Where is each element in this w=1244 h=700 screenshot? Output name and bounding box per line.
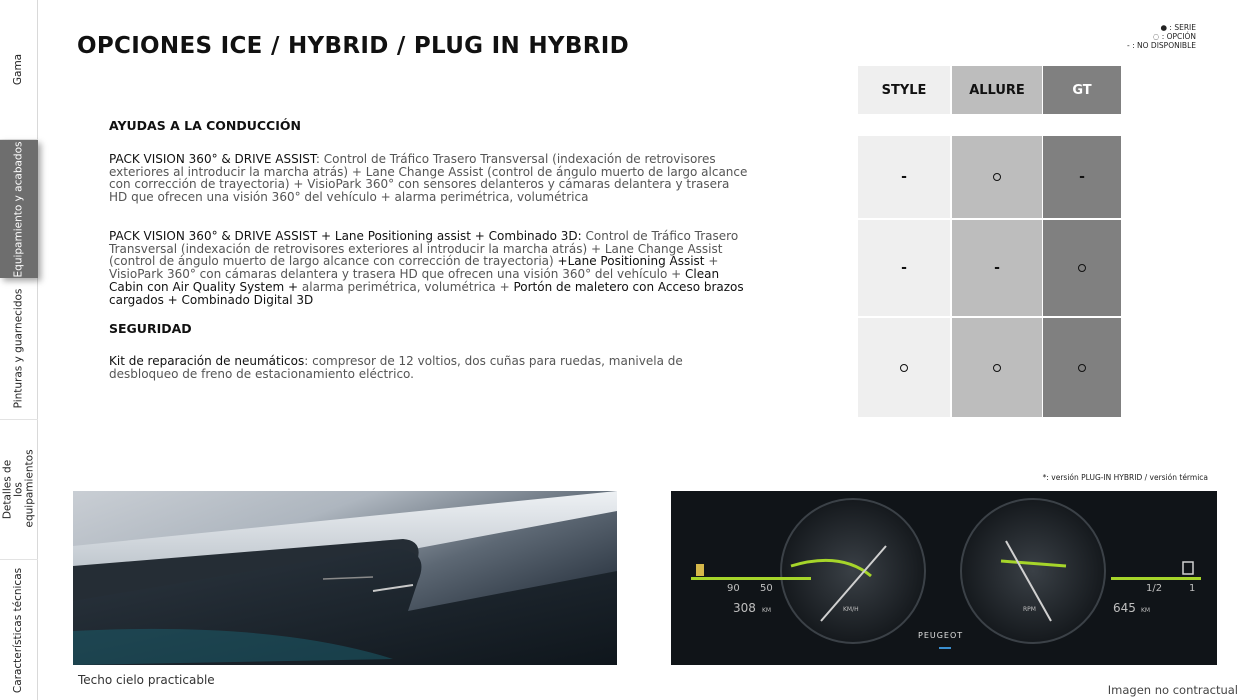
legend-serie: ● : SERIE <box>1160 23 1196 32</box>
grid-cell-style-row3 <box>858 318 950 417</box>
not-available-mark <box>901 169 907 185</box>
sunroof-photo <box>73 491 617 665</box>
legend <box>1127 23 1196 50</box>
option-description-kit-reparacion <box>109 355 749 380</box>
column-header-gt: GT <box>1043 66 1121 114</box>
not-available-mark <box>994 260 1000 276</box>
page-title: OPCIONES ICE / HYBRID / PLUG IN HYBRID <box>77 33 629 59</box>
option-circle-icon <box>900 364 908 372</box>
grid-cell-gt-row2 <box>1043 220 1121 316</box>
option-text-bold: +Lane Positioning Assist <box>557 254 705 269</box>
nav-tab-pinturas[interactable] <box>0 278 38 420</box>
option-text-bold: Portón de maletero con Acceso brazos cargados + Combinado Digital 3D <box>109 279 744 307</box>
grid-cell-gt-row1 <box>1043 136 1121 218</box>
nav-tab-label: Equipamiento y acabados <box>12 141 25 277</box>
option-text: Control de Tráfico Trasero Transversal (indexación de retrovisores exteriores al introducir la marcha atrás) + Lane Change Assist (control de ángulo muerto de largo alcance con corrección de trayectoria) <box>109 229 739 269</box>
cluster-left-mid: 50 <box>760 583 773 594</box>
option-circle-icon <box>993 173 1001 181</box>
nav-tab-label: Detalles de los equipamientos <box>1 449 36 528</box>
sunroof-illustration <box>73 491 617 665</box>
grid-cell-allure-row1 <box>952 136 1042 218</box>
option-circle-icon <box>1078 264 1086 272</box>
cluster-right-one: 1 <box>1189 583 1196 594</box>
legend-opcion: ◌ : OPCIÓN <box>1152 32 1196 41</box>
not-available-mark <box>901 260 907 276</box>
roof-caption: Techo cielo practicable <box>78 673 215 687</box>
plug-in-note: *: versión PLUG-IN HYBRID / versión térmica <box>1042 473 1208 482</box>
option-description-pack-vision <box>109 153 749 204</box>
side-navigation <box>0 0 38 700</box>
nav-tab-label: Pinturas y guarnecidos <box>12 288 25 409</box>
legend-no-disponible: - : NO DISPONIBLE <box>1127 41 1196 50</box>
nav-tab-label: Características técnicas <box>12 567 25 693</box>
not-available-mark <box>1079 169 1085 185</box>
grid-cell-allure-row2 <box>952 220 1042 316</box>
option-name: Kit de reparación de neumáticos <box>109 354 305 368</box>
option-text: : compresor de 12 voltios, dos cuñas para ruedas, manivela de desbloqueo de freno de estacionamiento eléctrico. <box>109 354 683 381</box>
grid-cell-style-row2 <box>858 220 950 316</box>
cluster-right-half: 1/2 <box>1146 583 1163 594</box>
grid-cell-gt-row3 <box>1043 318 1121 417</box>
nav-tab-detalles[interactable] <box>0 420 38 560</box>
disclaimer: Imagen no contractual <box>1107 683 1238 697</box>
cluster-kmh: KM/H <box>843 606 859 613</box>
grid-cell-allure-row3 <box>952 318 1042 417</box>
option-name: PACK VISION 360° & DRIVE ASSIST <box>109 152 316 166</box>
column-header-allure: ALLURE <box>952 66 1042 114</box>
option-text: + VisioPark 360° con cámaras delantera y trasera HD que ofrecen una visión 360° del vehículo + <box>109 254 719 282</box>
nav-tab-caracteristicas[interactable] <box>0 560 38 700</box>
grid-cell-style-row1 <box>858 136 950 218</box>
section-heading-ayudas: AYUDAS A LA CONDUCCIÓN <box>109 118 301 133</box>
cluster-left-top: 90 <box>727 583 740 594</box>
option-circle-icon <box>1078 364 1086 372</box>
section-heading-seguridad: SEGURIDAD <box>109 321 192 336</box>
option-text: : Control de Tráfico Trasero Transversal (indexación de retrovisores exteriores al introducir la marcha atrás) + Lane Change Assist (control de ángulo muerto de largo alcance con corrección de trayectoria) + VisioPark 360° con sensores delanteros y cámaras delantera y trasera HD que ofrecen una visión 360° del vehículo + alarma perimétrica, volumétrica <box>109 152 748 205</box>
column-header-style: STYLE <box>858 66 950 114</box>
cluster-illustration <box>671 491 1217 665</box>
cluster-range: 645 <box>1113 601 1136 615</box>
cluster-speed: 308 <box>733 601 756 615</box>
cluster-brand: PEUGEOT <box>918 631 964 640</box>
nav-tab-gama[interactable] <box>0 0 38 140</box>
digital-cluster-photo <box>671 491 1217 665</box>
cluster-range-unit: KM <box>1141 607 1151 614</box>
option-description-pack-vision-lane <box>109 230 749 306</box>
cluster-rpm: RPM <box>1023 606 1036 613</box>
option-text: alarma perimétrica, volumétrica + <box>298 279 514 294</box>
nav-tab-label: Gama <box>12 53 25 86</box>
nav-tab-equipamiento[interactable] <box>0 140 38 278</box>
cluster-speed-unit: KM <box>762 607 772 614</box>
option-text-bold: Clean Cabin con Air Quality System + <box>109 267 720 294</box>
option-name: PACK VISION 360° & DRIVE ASSIST + Lane Positioning assist + Combinado 3D: <box>109 229 582 243</box>
option-circle-icon <box>993 364 1001 372</box>
